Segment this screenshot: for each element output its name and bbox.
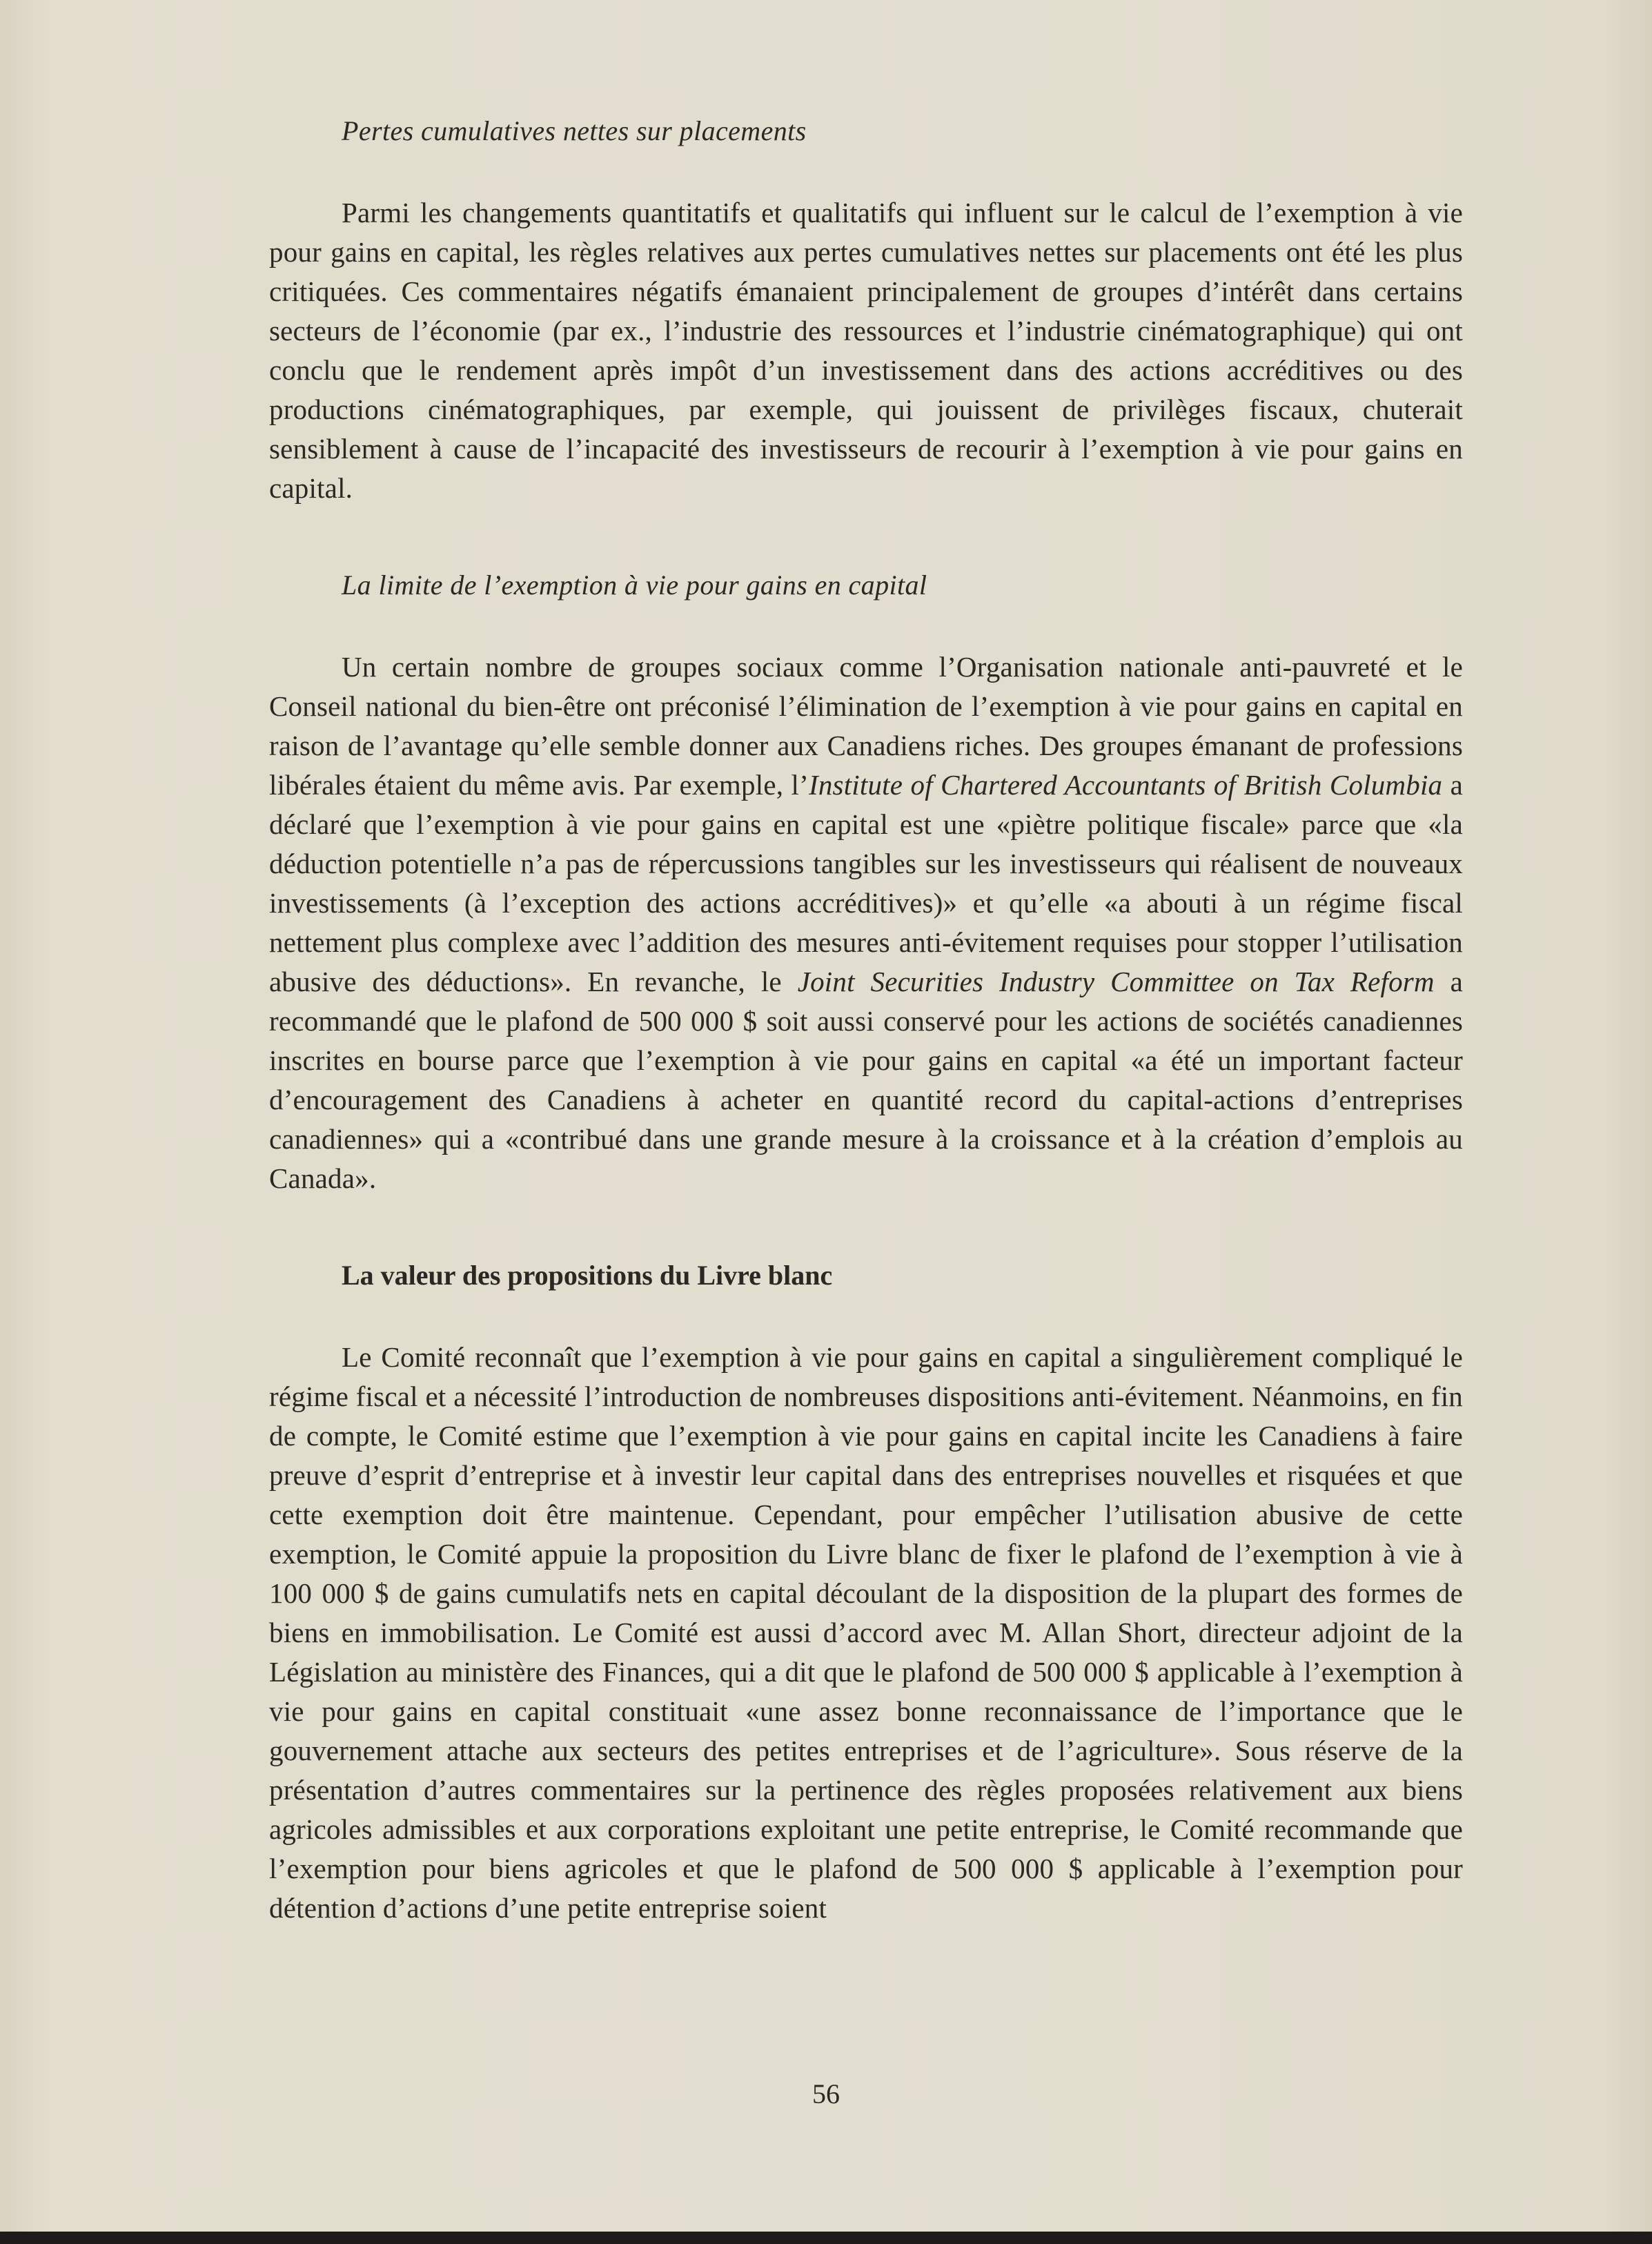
institute-name: Institute of Chartered Accountants of British Columbia — [808, 769, 1443, 801]
section-heading-limite-exemption: La limite de l’exemption à vie pour gains en capital — [342, 569, 927, 601]
committee-name: Joint Securities Industry Committee on Tax Reform — [797, 966, 1435, 997]
section-heading-livre-blanc: La valeur des propositions du Livre blanc — [342, 1260, 833, 1291]
paragraph-text-segment: a déclaré que l’exemption à vie pour gains en capital est une «piètre politique fiscale» parce que «la déduction potentielle n’a pas de répercussions tangibles sur les investisseurs qui réalisent de nouveaux investissements (à l’exception des actions accréditives)» et qu’elle «a abouti à un régime fiscal nettement plus complexe avec l’addition des mesures anti-évitement requises pour stopper l’utilisation abusive des déductions». En revanche, le — [269, 769, 1464, 997]
paragraph-text-segment: a recommandé que le plafond de 500 000 $ soit aussi conservé pour les actions de sociétés canadiennes inscrites en bourse parce que l’exemption à vie pour gains en capital «a été un important facteur d’encouragement des Canadiens à acheter en quantité record du capital-actions d’entreprises canadiennes» qui a «contribué dans une grande mesure à la croissance et à la création d’emplois au Canada». — [269, 966, 1463, 1194]
page-content — [269, 110, 1463, 1984]
paragraph-pertes-cumulatives: Parmi les changements quantitatifs et qualitatifs qui influent sur le calcul de l’exemption à vie pour gains en capital, les règles relatives aux pertes cumulatives nettes sur placements ont été les plus critiquées. Ces commentaires négatifs émanaient principalement de groupes d’intérêt dans certains secteurs de l’économie (par ex., l’industrie des ressources et l’industrie cinématographique) qui ont conclu que le rendement après impôt d’un investissement dans des actions accréditives ou des productions cinématographiques, par exemple, qui jouissent de privilèges fiscaux, chuterait sensiblement à cause de l’incapacité des investisseurs de recourir à l’exemption à vie pour gains en capital. — [269, 197, 1463, 504]
page-number: 56 — [812, 2078, 840, 2109]
section-heading-pertes-cumulatives: Pertes cumulatives nettes sur placements — [342, 115, 807, 146]
paragraph-limite-exemption — [269, 647, 1463, 1198]
paragraph-livre-blanc: Le Comité reconnaît que l’exemption à vie pour gains en capital a singulièrement compliqué le régime fiscal et a nécessité l’introduction de nombreuses dispositions anti-évitement. Néanmoins, en fin de compte, le Comité estime que l’exemption à vie pour gains en capital incite les Canadiens à faire preuve d’esprit d’entreprise et à investir leur capital dans des entreprises nouvelles et risquées et que cette exemption doit être maintenue. Cependant, pour empêcher l’utilisation abusive de cette exemption, le Comité appuie la proposition du Livre blanc de fixer le plafond de l’exemption à vie à 100 000 $ de gains cumulatifs nets en capital découlant de la disposition de la plupart des formes de biens en immobilisation. Le Comité est aussi d’accord avec M. Allan Short, directeur adjoint de la Législation au ministère des Finances, qui a dit que le plafond de 500 000 $ applicable à l’exemption à vie pour gains en capital constituait «une assez bonne reconnaissance de l’importance que le gouvernement attache aux secteurs des petites entreprises et de l’agriculture». Sous réserve de la présentation d’autres commentaires sur la pertinence des règles proposées relativement aux biens agricoles admissibles et aux corporations exploitant une petite entreprise, le Comité recommande que l’exemption pour biens agricoles et que le plafond de 500 000 $ applicable à l’exemption pour détention d’actions d’une petite entreprise soient — [269, 1341, 1463, 1924]
scan-edge-border — [0, 2232, 1652, 2244]
paragraph-text-segment: Un certain nombre de groupes sociaux comme l’Organisation nationale anti-pauvreté et le Conseil national du bien-être ont préconisé l’élimination de l’exemption à vie pour gains en capital en raison de l’avantage qu’elle semble donner aux Canadiens riches. Des groupes émanant de professions libérales étaient du même avis. Par exemple, l’ — [269, 651, 1463, 801]
